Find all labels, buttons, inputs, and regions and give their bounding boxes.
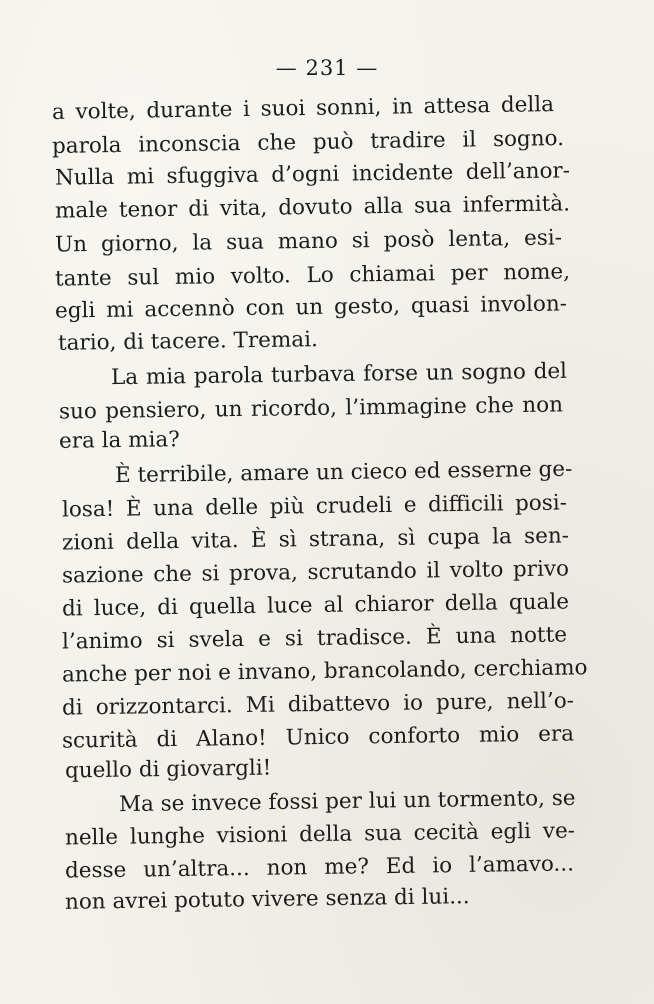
text-line: era la mia? [58,427,180,454]
text-line: non avrei potuto vivere senza di lui... [64,884,470,915]
text-line: l’animo si svela e si tradisce. È una notte [61,622,568,655]
text-line: anche per noi e invano, brancolando, cerchiamo [61,655,588,688]
text-line: di orizzontarci. Mi dibattevo io pure, nell’o- [61,688,575,721]
text-line: È terribile, amare un cieco ed esserne ge- [114,456,573,489]
text-line: losa! È una delle più crudeli e difficili posi- [61,490,568,523]
text-line: di luce, di quella luce al chiaror della quale [61,589,570,622]
text-line: parola inconscia che può tradire il sogno. [51,125,565,160]
text-line: nelle lunghe visioni della sua cecità egli ve- [64,818,576,851]
text-line: scurità di Alano! Unico conforto mio era [61,721,575,754]
text-line: Nulla mi sfuggiva d’ogni incidente dell’anor- [54,158,571,191]
text-line: Un giorno, la sua mano si posò lenta, esi- [54,225,563,258]
page-number: — 231 — [275,56,379,80]
text-line: suo pensiero, un ricordo, l’immagine che non [58,392,564,425]
text-line: male tenor di vita, dovuto alla sua infermità. [54,191,571,224]
text-line: desse un’altra... non me? Ed io l’amavo... [64,851,575,884]
text-line: tario, di tacere. Tremai. [57,327,319,356]
text-line: a volte, durante i suoi sonni, in attesa della [51,92,555,125]
text-line: tante sul mio volto. Lo chiamai per nome, [54,259,571,292]
text-line: sazione che si prova, scrutando il volto privo [61,556,570,589]
text-line: Ma se invece fossi per lui un tormento, se [118,785,576,818]
text-line: quello di giovargli! [64,755,272,784]
text-line: La mia parola turbava forse un sogno del [110,358,568,391]
text-line: zioni della vita. È sì strana, sì cupa la sen- [61,523,570,556]
text-line: egli mi accennò con un gesto, quasi involon- [54,291,568,324]
